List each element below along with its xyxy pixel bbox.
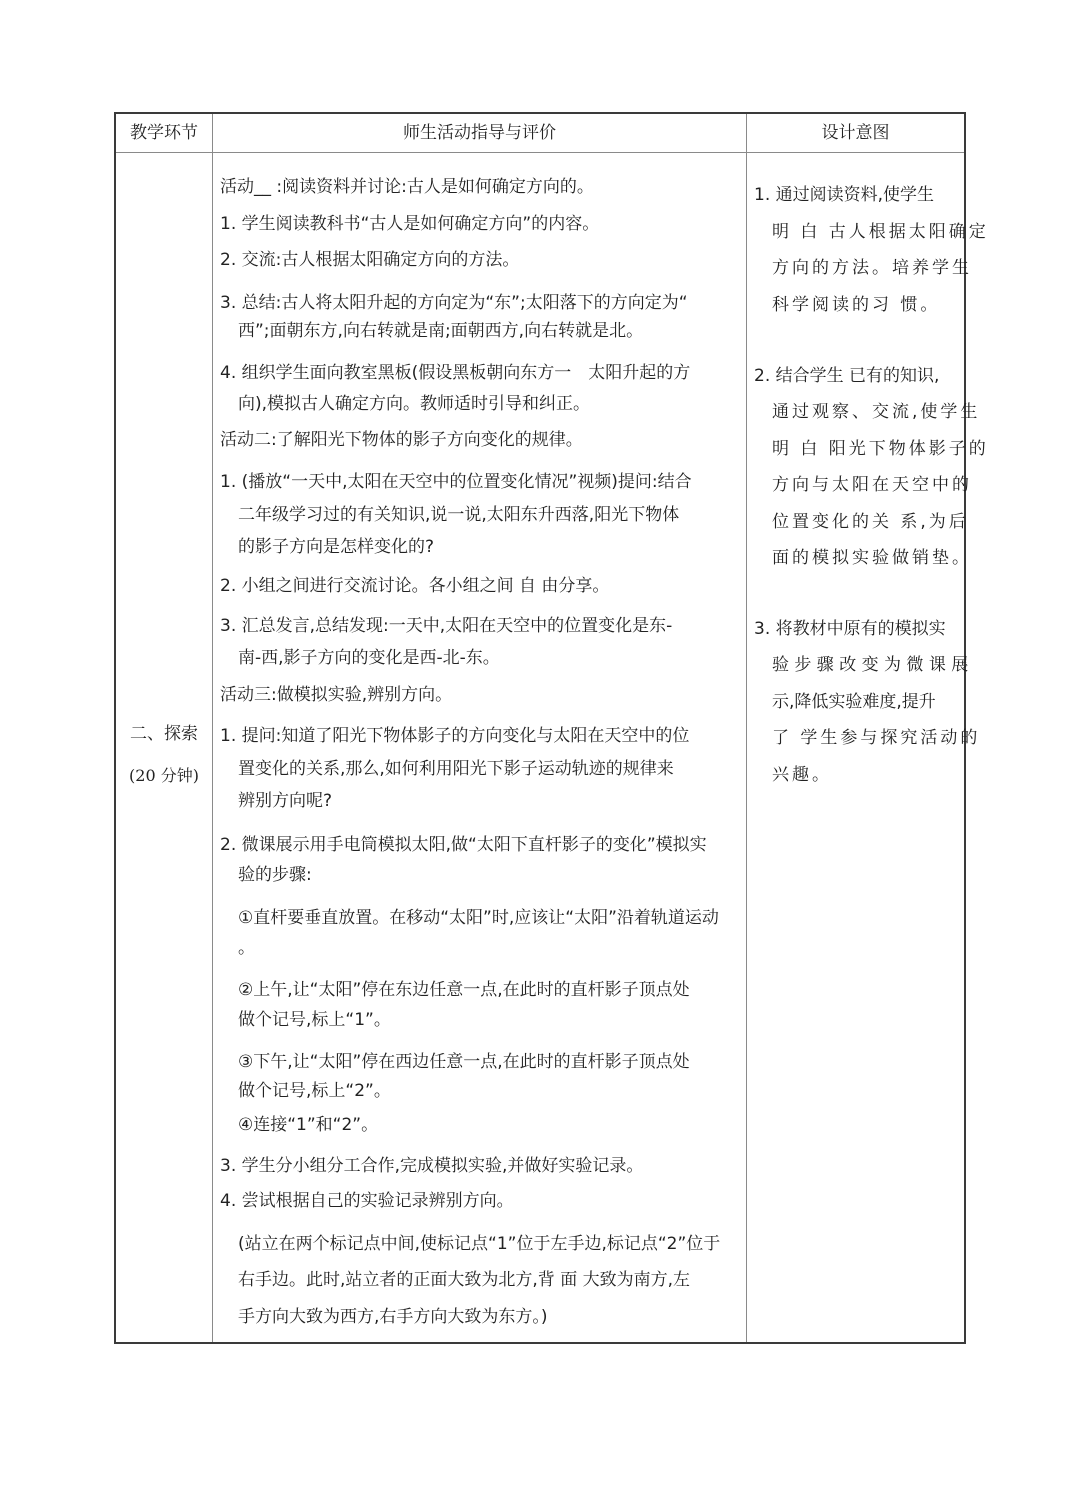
experiment-step-3-line-1: ③下午,让“太阳”停在西边任意一点,在此时的直杆影子顶点处 [238, 1052, 690, 1072]
column-divider-1 [212, 114, 213, 1342]
activity-3-title: 活动三:做模拟实验,辨别方向。 [220, 685, 453, 705]
header-design-intent: 设计意图 [821, 123, 890, 143]
intent-3-line-4: 了 学生参与探究活动的 [772, 728, 981, 748]
activity-3-step-3: 3. 学生分小组分工合作,完成模拟实验,并做好实验记录。 [220, 1156, 644, 1176]
activity-1-step-2: 2. 交流:古人根据太阳确定方向的方法。 [220, 250, 520, 270]
experiment-step-1-line-2: 。 [238, 938, 255, 958]
intent-3-line-5: 兴趣。 [772, 765, 832, 785]
activity-2-step-2: 2. 小组之间进行交流讨论。各小组之间 自 由分享。 [220, 576, 610, 596]
activity-3-step-1-line-2: 置变化的关系,那么,如何利用阳光下影子运动轨迹的规律来 [238, 759, 674, 779]
activity-2-step-1-line-1: 1. (播放“一天中,太阳在天空中的位置变化情况”视频)提问:结合 [220, 472, 692, 492]
activity-1-step-4-line-1: 4. 组织学生面向教室黑板(假设黑板朝向东方一 太阳升起的方 [220, 363, 691, 383]
activity-1-title: 活动__ :阅读资料并讨论:古人是如何确定方向的。 [220, 177, 594, 197]
intent-2-line-4: 方向与太阳在天空中的 [772, 475, 972, 495]
stage-name: 二、探索 [130, 724, 198, 744]
activity-3-step-1-line-1: 1. 提问:知道了阳光下物体影子的方向变化与太阳在天空中的位 [220, 726, 690, 746]
activity-2-step-3-line-2: 南-西,影子方向的变化是西-北-东。 [238, 648, 500, 668]
activity-1-step-3-line-1: 3. 总结:古人将太阳升起的方向定为“东”;太阳落下的方向定为“ [220, 293, 688, 313]
activity-2-step-1-line-2: 二年级学习过的有关知识,说一说,太阳东升西落,阳光下物体 [238, 505, 680, 525]
experiment-step-4: ④连接“1”和“2”。 [238, 1115, 379, 1135]
activity-2-step-3-line-1: 3. 汇总发言,总结发现:一天中,太阳在天空中的位置变化是东- [220, 616, 673, 636]
activity-3-step-2-line-2: 验的步骤: [238, 865, 312, 885]
lesson-plan-table [114, 112, 989, 1344]
intent-3-line-3: 示,降低实验难度,提升 [772, 692, 936, 712]
intent-1-line-3: 方向的方法。培养学生 [772, 258, 972, 278]
stage-time: (20 分钟) [129, 766, 199, 785]
header-activity-guidance: 师生活动指导与评价 [403, 123, 556, 143]
activity-3-step-1-line-3: 辨别方向呢? [238, 791, 333, 811]
intent-2-line-2: 通过观察、交流,使学生 [772, 402, 981, 422]
intent-1-line-4: 科学阅读的习 惯。 [772, 295, 941, 315]
experiment-step-2-line-1: ②上午,让“太阳”停在东边任意一点,在此时的直杆影子顶点处 [238, 980, 690, 1000]
experiment-step-1-line-1: ①直杆要垂直放置。在移动“太阳”时,应该让“太阳”沿着轨道运动 [238, 908, 719, 928]
activity-3-step-4: 4. 尝试根据自己的实验记录辨别方向。 [220, 1191, 514, 1211]
header-teaching-stage: 教学环节 [130, 123, 198, 143]
intent-3-line-2: 验 步 骤 改 变 为 微 课 展 [772, 655, 969, 675]
activity-1-step-3-line-2: 西”;面朝东方,向右转就是南;面朝西方,向右转就是北。 [238, 321, 644, 341]
intent-2-line-1: 2. 结合学生 已有的知识, [754, 366, 940, 386]
intent-2-line-6: 面的模拟实验做销垫。 [772, 548, 972, 568]
header-divider [116, 152, 964, 153]
intent-1-line-2: 明 白 古人根据太阳确定 [772, 222, 989, 242]
direction-note-line-1: (站立在两个标记点中间,使标记点“1”位于左手边,标记点“2”位于 [238, 1234, 721, 1254]
activity-2-step-1-line-3: 的影子方向是怎样变化的? [238, 537, 435, 557]
activity-1-step-4-line-2: 向),模拟古人确定方向。教师适时引导和纠正。 [238, 394, 591, 414]
activity-3-step-2-line-1: 2. 微课展示用手电筒模拟太阳,做“太阳下直杆影子的变化”模拟实 [220, 835, 707, 855]
experiment-step-3-line-2: 做个记号,标上“2”。 [238, 1081, 391, 1101]
direction-note-line-3: 手方向大致为西方,右手方向大致为东方。) [238, 1307, 548, 1327]
activity-1-step-1: 1. 学生阅读教科书“古人是如何确定方向”的内容。 [220, 214, 600, 234]
column-divider-2 [746, 114, 747, 1342]
direction-note-line-2: 右手边。此时,站立者的正面大致为北方,背 面 大致为南方,左 [238, 1270, 691, 1290]
activity-2-title: 活动二:了解阳光下物体的影子方向变化的规律。 [220, 430, 583, 450]
intent-2-line-3: 明 白 阳光下物体影子的 [772, 439, 989, 459]
intent-1-line-1: 1. 通过阅读资料,使学生 [754, 185, 935, 205]
intent-3-line-1: 3. 将教材中原有的模拟实 [754, 619, 946, 639]
intent-2-line-5: 位置变化的关 系,为后 [772, 512, 969, 532]
experiment-step-2-line-2: 做个记号,标上“1”。 [238, 1010, 391, 1030]
